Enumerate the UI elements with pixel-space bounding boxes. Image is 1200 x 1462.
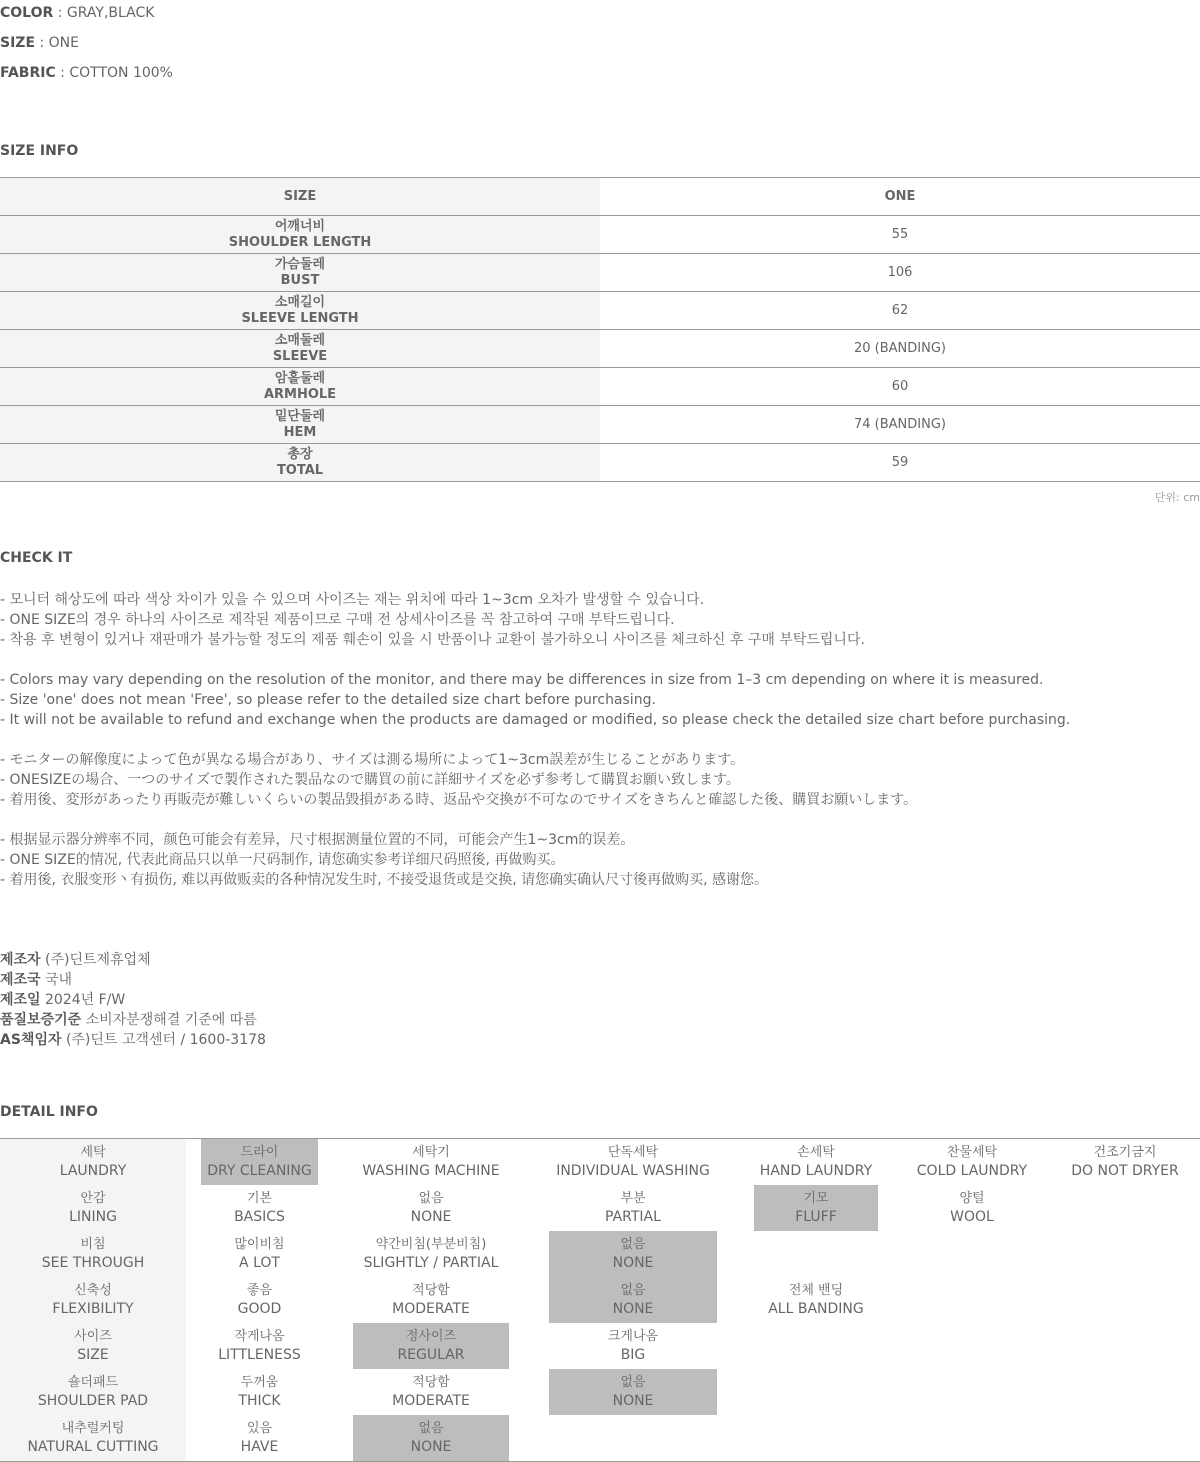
detail-row-label: [0, 1139, 186, 1185]
detail-option: [201, 1139, 318, 1185]
detail-option: [353, 1139, 509, 1185]
check-note: - It will not be available to refund and exchange when the products are damaged or modified, so please check the detailed size chart before purchasing.: [0, 712, 1071, 728]
size-header-value: ONE: [600, 178, 1200, 216]
maker-value: (주)딘트 고객센터 / 1600-3178: [61, 1032, 266, 1048]
detail-option-en: MODERATE: [392, 1393, 470, 1409]
maker-key: 제조국: [0, 972, 41, 988]
note-gap: [0, 730, 1070, 750]
detail-option-en: INDIVIDUAL WASHING: [556, 1163, 710, 1179]
detail-option-en: NONE: [410, 1209, 452, 1225]
detail-option-ko: 전체 밴딩: [788, 1283, 844, 1298]
size-row-value: 60: [600, 368, 1200, 406]
size-table: [0, 177, 1200, 482]
detail-option-en: PARTIAL: [605, 1209, 661, 1225]
maker-info: [0, 950, 266, 1050]
spec-value: : ONE: [35, 35, 79, 51]
size-row-label-ko: 소매둘레: [274, 332, 326, 348]
size-row-label: [0, 216, 600, 254]
size-row-value: 20 (BANDING): [600, 330, 1200, 368]
detail-option-en: A LOT: [239, 1255, 280, 1271]
detail-row-label: [0, 1277, 186, 1323]
detail-option-en: HAND LAUNDRY: [759, 1163, 873, 1179]
maker-value: 소비자분쟁해결 기준에 따름: [81, 1012, 257, 1028]
size-row-label-en: ARMHOLE: [263, 386, 337, 402]
detail-option-ko: 정사이즈: [405, 1329, 457, 1344]
detail-info-grid: [0, 1138, 1200, 1462]
size-row-label-ko: 소매길이: [274, 294, 326, 310]
detail-option-ko: 없음: [620, 1375, 646, 1390]
detail-option-en: LITTLENESS: [218, 1347, 301, 1363]
detail-option-ko: 기본: [246, 1191, 273, 1206]
detail-option-en: COLD LAUNDRY: [916, 1163, 1028, 1179]
detail-option-en: MODERATE: [392, 1301, 470, 1317]
size-row-value: 62: [600, 292, 1200, 330]
detail-row-label-ko: 숄더패드: [67, 1375, 119, 1390]
size-header-label: SIZE: [0, 178, 600, 216]
size-row: [0, 406, 1200, 444]
detail-option-en: SLIGHTLY / PARTIAL: [363, 1255, 499, 1271]
detail-option-ko: 단독세탁: [607, 1145, 659, 1160]
maker-key: AS책임자: [0, 1032, 62, 1048]
size-row-label-en: TOTAL: [276, 462, 324, 478]
check-note: - Size 'one' does not mean 'Free', so please refer to the detailed size chart before purchasing.: [0, 692, 656, 708]
detail-option: [754, 1139, 878, 1185]
size-row-label: [0, 254, 600, 292]
detail-row-label-en: SIZE: [77, 1347, 109, 1363]
maker-value: 2024년 F/W: [40, 992, 126, 1008]
detail-option-en: REGULAR: [397, 1347, 465, 1363]
size-row: [0, 330, 1200, 368]
size-row-label: [0, 330, 600, 368]
detail-option-ko: 많이비침: [234, 1237, 285, 1252]
check-note: - 모니터 해상도에 따라 색상 차이가 있을 수 있으며 사이즈는 재는 위치에 따라 1~3cm 오차가 발생할 수 있습니다.: [0, 592, 705, 608]
detail-option-en: WOOL: [950, 1209, 994, 1225]
detail-option: [905, 1185, 1039, 1231]
detail-option: [353, 1277, 509, 1323]
detail-option-ko: 찬물세탁: [946, 1145, 998, 1160]
detail-option-en: HAVE: [240, 1439, 279, 1455]
detail-option-ko: 없음: [418, 1421, 444, 1436]
detail-row-label-ko: 사이즈: [74, 1329, 112, 1344]
check-note: - 着用後、変形があったり再販売が難しいくらいの製品毀損がある時、返品や交換が不可なのでサイズをきちんと確認した後、購買お願いします。: [0, 792, 918, 808]
check-note: - 착용 후 변형이 있거나 재판매가 불가능할 정도의 제품 훼손이 있을 시 반품이나 교환이 불가하오니 사이즈를 체크하신 후 구매 부탁드립니다.: [0, 632, 865, 648]
maker-key: 제조일: [0, 992, 41, 1008]
check-note: - ONESIZEの場合、一つのサイズで製作された製品なので購買の前に詳細サイズを必ず参考して購買お願い致します。: [0, 772, 740, 788]
maker-value: 국내: [40, 972, 73, 988]
detail-option: [549, 1369, 717, 1415]
detail-option-en: THICK: [238, 1393, 281, 1409]
detail-option: [201, 1185, 318, 1231]
size-info-title: SIZE INFO: [0, 143, 79, 159]
detail-row-label: [0, 1231, 186, 1277]
size-row-label-ko: 어깨너비: [274, 218, 326, 234]
check-note: - ONE SIZE的情况, 代表此商品只以单一尺码制作, 请您确实参考详细尺码照後, 再做购买。: [0, 852, 565, 868]
detail-option-en: NONE: [612, 1393, 654, 1409]
size-row: [0, 368, 1200, 406]
detail-option-ko: 있음: [246, 1421, 273, 1436]
size-row-label-en: SLEEVE LENGTH: [241, 310, 359, 326]
detail-option: [549, 1323, 717, 1369]
detail-row-label-ko: 비침: [80, 1237, 106, 1252]
detail-row-label: [0, 1369, 186, 1415]
detail-option-ko: 양털: [959, 1191, 985, 1206]
detail-option-ko: 작게나옴: [234, 1329, 285, 1344]
detail-row-label-en: SHOULDER PAD: [37, 1393, 149, 1409]
detail-option-ko: 좋음: [246, 1283, 273, 1298]
detail-option-ko: 손세탁: [797, 1145, 835, 1160]
maker-key: 제조자: [0, 952, 41, 968]
check-it-notes: [0, 590, 1070, 890]
spec-key: FABRIC: [0, 65, 56, 81]
detail-option-ko: 기모: [803, 1191, 829, 1206]
size-row-label-ko: 암홀둘레: [274, 370, 326, 386]
size-row-value: 55: [600, 216, 1200, 254]
detail-option: [201, 1415, 318, 1461]
detail-option: [549, 1277, 717, 1323]
size-row-label-en: HEM: [283, 424, 317, 440]
size-row: [0, 254, 1200, 292]
maker-row: [0, 970, 266, 990]
size-row-label-en: BUST: [280, 272, 320, 288]
note-gap: [0, 650, 1070, 670]
detail-option-en: NONE: [612, 1301, 654, 1317]
detail-option-ko: 없음: [418, 1191, 444, 1206]
size-row-label: [0, 444, 600, 482]
detail-option: [905, 1139, 1039, 1185]
size-row-label: [0, 406, 600, 444]
maker-value: (주)딘트제휴업체: [40, 952, 151, 968]
detail-row-label-en: SEE THROUGH: [41, 1255, 145, 1271]
detail-option: [549, 1231, 717, 1277]
detail-option-en: DRY CLEANING: [207, 1163, 312, 1179]
unit-label: 단위: cm: [1154, 491, 1200, 504]
detail-option-en: DO NOT DRYER: [1071, 1163, 1179, 1179]
size-row-label-ko: 총장: [287, 446, 313, 462]
check-note: - モニターの解像度によって色が異なる場合があり、サイズは測る場所によって1~3cm誤差が生じることがあります。: [0, 752, 745, 768]
detail-row-label: [0, 1185, 186, 1231]
detail-option: [201, 1277, 318, 1323]
detail-option-en: GOOD: [237, 1301, 282, 1317]
size-row-label-ko: 밑단둘레: [274, 408, 326, 424]
detail-option: [353, 1185, 509, 1231]
size-row: [0, 216, 1200, 254]
detail-option: [353, 1323, 509, 1369]
check-it-title: CHECK IT: [0, 550, 73, 566]
size-row-label: [0, 292, 600, 330]
maker-key: 품질보증기준: [0, 1012, 82, 1028]
detail-option-en: ALL BANDING: [768, 1301, 864, 1317]
detail-option-ko: 크게나옴: [607, 1329, 659, 1344]
size-row-label: [0, 368, 600, 406]
spec-fabric: [0, 64, 173, 82]
size-row-value: 59: [600, 444, 1200, 482]
detail-option-ko: 약간비침(부분비침): [375, 1237, 487, 1252]
detail-option-ko: 드라이: [240, 1145, 279, 1160]
size-row-value: 74 (BANDING): [600, 406, 1200, 444]
detail-option: [353, 1231, 509, 1277]
note-gap: [0, 810, 1070, 830]
detail-option: [549, 1185, 717, 1231]
check-note: - Colors may vary depending on the resolution of the monitor, and there may be differences in size from 1–3 cm depending on where it is measured.: [0, 672, 1044, 688]
detail-option-ko: 부분: [620, 1191, 646, 1206]
detail-option-en: NONE: [410, 1439, 452, 1455]
size-table-header: [0, 178, 1200, 216]
spec-color: [0, 4, 154, 22]
detail-row-label-ko: 안감: [80, 1191, 106, 1206]
detail-option: [201, 1323, 318, 1369]
maker-row: [0, 1030, 266, 1050]
detail-row-label-en: LAUNDRY: [59, 1163, 127, 1179]
detail-row-label: [0, 1415, 186, 1461]
spec-key: SIZE: [0, 35, 36, 51]
maker-row: [0, 1010, 266, 1030]
detail-option-ko: 세탁기: [412, 1145, 450, 1160]
detail-option-ko: 적당함: [412, 1375, 450, 1390]
detail-option-ko: 없음: [620, 1237, 646, 1252]
detail-option: [1050, 1139, 1200, 1185]
detail-option: [201, 1231, 318, 1277]
detail-row-label: [0, 1323, 186, 1369]
check-note: - 着用後, 衣服变形丶有损伤, 难以再做贩卖的各种情况发生时, 不接受退货或是交换, 请您确实确认尺寸後再做购买, 感谢您。: [0, 872, 769, 888]
check-note: - 根据显示器分辨率不同，颜色可能会有差异，尺寸根据测量位置的不同，可能会产生1~3cm的误差。: [0, 832, 635, 848]
detail-option-en: FLUFF: [795, 1209, 837, 1225]
detail-row-label-en: LINING: [69, 1209, 117, 1225]
detail-row-label-en: NATURAL CUTTING: [27, 1439, 159, 1455]
size-row: [0, 292, 1200, 330]
detail-row-label-en: FLEXIBILITY: [52, 1301, 134, 1317]
detail-option-en: NONE: [612, 1255, 654, 1271]
detail-row-label-ko: 내추럴커팅: [61, 1421, 125, 1436]
size-row: [0, 444, 1200, 482]
check-note: - ONE SIZE의 경우 하나의 사이즈로 제작된 제품이므로 구매 전 상세사이즈를 꼭 참고하여 구매 부탁드립니다.: [0, 612, 675, 628]
spec-key: COLOR: [0, 5, 54, 21]
detail-option: [201, 1369, 318, 1415]
detail-option: [353, 1369, 509, 1415]
spec-value: : GRAY,BLACK: [53, 5, 155, 21]
size-row-label-en: SLEEVE: [272, 348, 328, 364]
maker-row: [0, 990, 266, 1010]
detail-option-ko: 적당함: [412, 1283, 450, 1298]
detail-option: [353, 1415, 509, 1461]
detail-option-en: WASHING MACHINE: [362, 1163, 500, 1179]
detail-option: [754, 1277, 878, 1323]
detail-option: [754, 1185, 878, 1231]
detail-option-en: BASICS: [234, 1209, 285, 1225]
size-row-value: 106: [600, 254, 1200, 292]
detail-row-label-ko: 세탁: [80, 1145, 106, 1160]
size-row-label-en: SHOULDER LENGTH: [228, 234, 372, 250]
detail-option: [549, 1139, 717, 1185]
size-row-label-ko: 가슴둘레: [274, 256, 326, 272]
detail-row-label-ko: 신축성: [74, 1283, 112, 1298]
maker-row: [0, 950, 266, 970]
detail-option-ko: 건조기금지: [1093, 1145, 1157, 1160]
detail-info-title: DETAIL INFO: [0, 1104, 98, 1120]
detail-option-ko: 두꺼움: [240, 1375, 279, 1390]
spec-size: [0, 34, 79, 52]
detail-option-ko: 없음: [620, 1283, 646, 1298]
detail-option-en: BIG: [620, 1347, 646, 1363]
spec-value: : COTTON 100%: [55, 65, 173, 81]
